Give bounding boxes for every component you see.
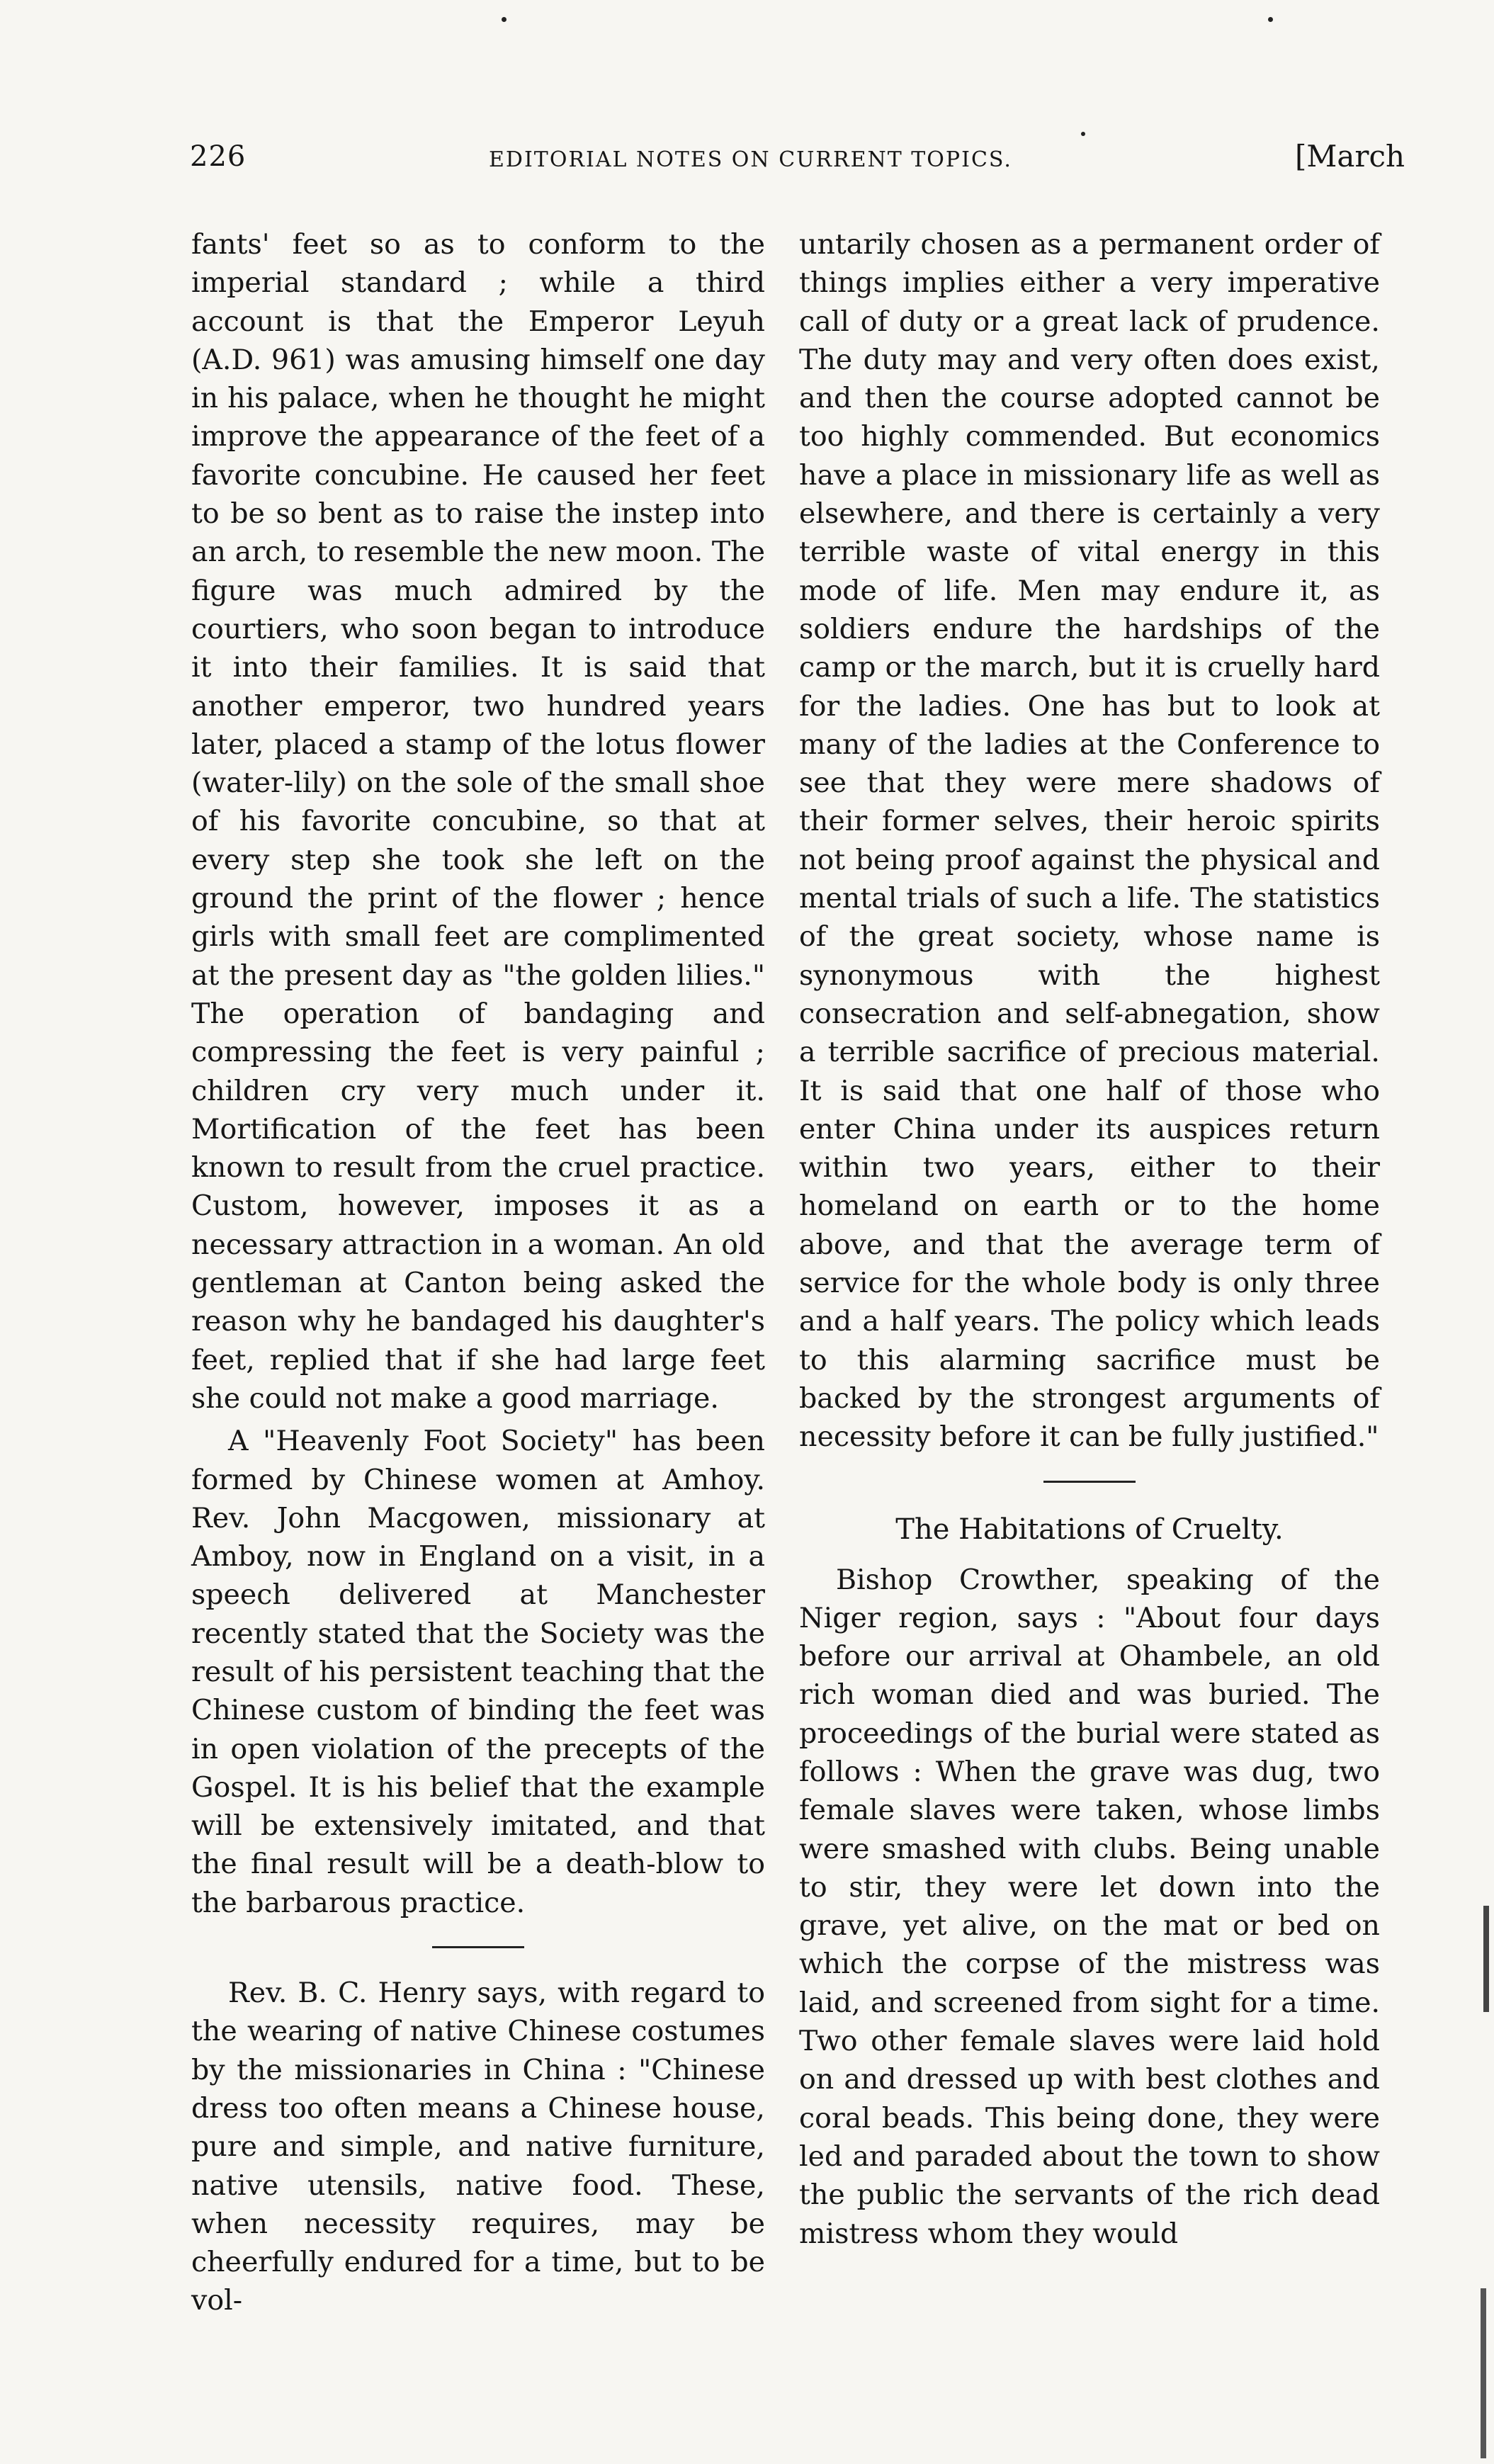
section-heading: The Habitations of Cruelty. <box>895 1513 1284 1546</box>
section-rule-right <box>1043 1481 1136 1483</box>
section-rule-left <box>432 1946 524 1948</box>
page-number: 226 <box>190 140 247 173</box>
right-paragraph-1: untarily chosen as a permanent order of things implies either a very imperative call of duty or a great lack of prudence. The duty may and very often does exist, and then the course adopted cannot be too highly commended. But economics have a place in missionary life as well as elsewhere, and there is certainly a very terrible waste of vital energy in this mode of life. Men may endure it, as soldiers endure the hardships of the camp or the march, but it is cruelly hard for the ladies. One has but to look at many of the ladies at the Conference to see that they were mere shadows of their former selves, their heroic spirits not being proof against the physical and mental trials of such a life. The statistics of the great society, whose name is synonymous with the highest consecration and self-abnegation, show a terrible sacrifice of precious material. It is said that one half of those who enter China under its auspices return within two years, either to their homeland on earth or to the home above, and that the average term of service for the whole body is only three and a half years. The policy which leads to this alarming sacrifice must be backed by the strongest arguments of necessity before it can be fully justified." <box>799 228 1380 1454</box>
left-paragraph-1: fants' feet so as to conform to the imperial standard ; while a third account is that the Emperor Leyuh (A.D. 961) was amusing himself one day in his palace, when he thought he might improve the appearance of the feet of a favorite concubine. He caused her feet to be so bent as to raise the instep into an arch, to resemble the new moon. The figure was much admired by the courtiers, who soon began to introduce it into their families. It is said that another emperor, two hundred years later, placed a stamp of the lotus flower (water-lily) on the sole of the small shoe of his favorite concubine, so that at every step she took she left on the ground the print of the flower ; hence girls with small feet are complimented at the present day as "the golden lilies." The operation of bandaging and compressing the feet is very painful ; children cry very much under it. Mortification of the feet has been known to result from the cruel practice. Custom, however, imposes it as a necessary attraction in a woman. An old gentleman at Canton being asked the reason why he bandaged his daughter's feet, replied that if she had large feet she could not make a good marriage. <box>191 228 765 1415</box>
left-paragraph-2: A "Heavenly Foot Society" has been formed by Chinese women at Amhoy. Rev. John Macgowen, missionary at Amboy, now in England on a visit, in a speech delivered at Manchester recently stated that the Society was the result of his persistent teaching that the Chinese custom of binding the feet was in open violation of the precepts of the Gospel. It is his belief that the example will be extensively imitated, and that the final result will be a death-blow to the barbarous practice. <box>191 1425 765 1919</box>
page-month: [March <box>1295 139 1405 174</box>
scan-dot-right <box>1268 17 1273 22</box>
running-title: EDITORIAL NOTES ON CURRENT TOPICS. <box>489 147 1012 172</box>
right-column <box>799 225 1380 2253</box>
scan-edge-mark-2 <box>1481 2288 1486 2458</box>
left-paragraph-3: Rev. B. C. Henry says, with regard to the wearing of native Chinese costumes by the missionaries in China : "Chinese dress too often means a Chinese house, pure and simple, and native furniture, native utensils, native food. These, when necessity requires, may be cheerfully endured for a time, but to be vol- <box>191 1977 765 2317</box>
scan-dot-left <box>502 17 507 22</box>
scan-edge-mark-1 <box>1483 1906 1489 2012</box>
left-column <box>191 225 765 2320</box>
right-paragraph-2: Bishop Crowther, speaking of the Niger region, says : "About four days before our arrival at Ohambele, an old rich woman died and was buried. The proceedings of the burial were stated as follows : When the grave was dug, two female slaves were taken, whose limbs were smashed with clubs. Being unable to stir, they were let down into the grave, yet alive, on the mat or bed on which the corpse of the mistress was laid, and screened from sight for a time. Two other female slaves were laid hold on and dressed up with best clothes and coral beads. This being done, they were led and paraded about the town to show the public the servants of the rich dead mistress whom they would <box>799 1563 1380 2250</box>
scan-dot-header <box>1081 132 1085 136</box>
